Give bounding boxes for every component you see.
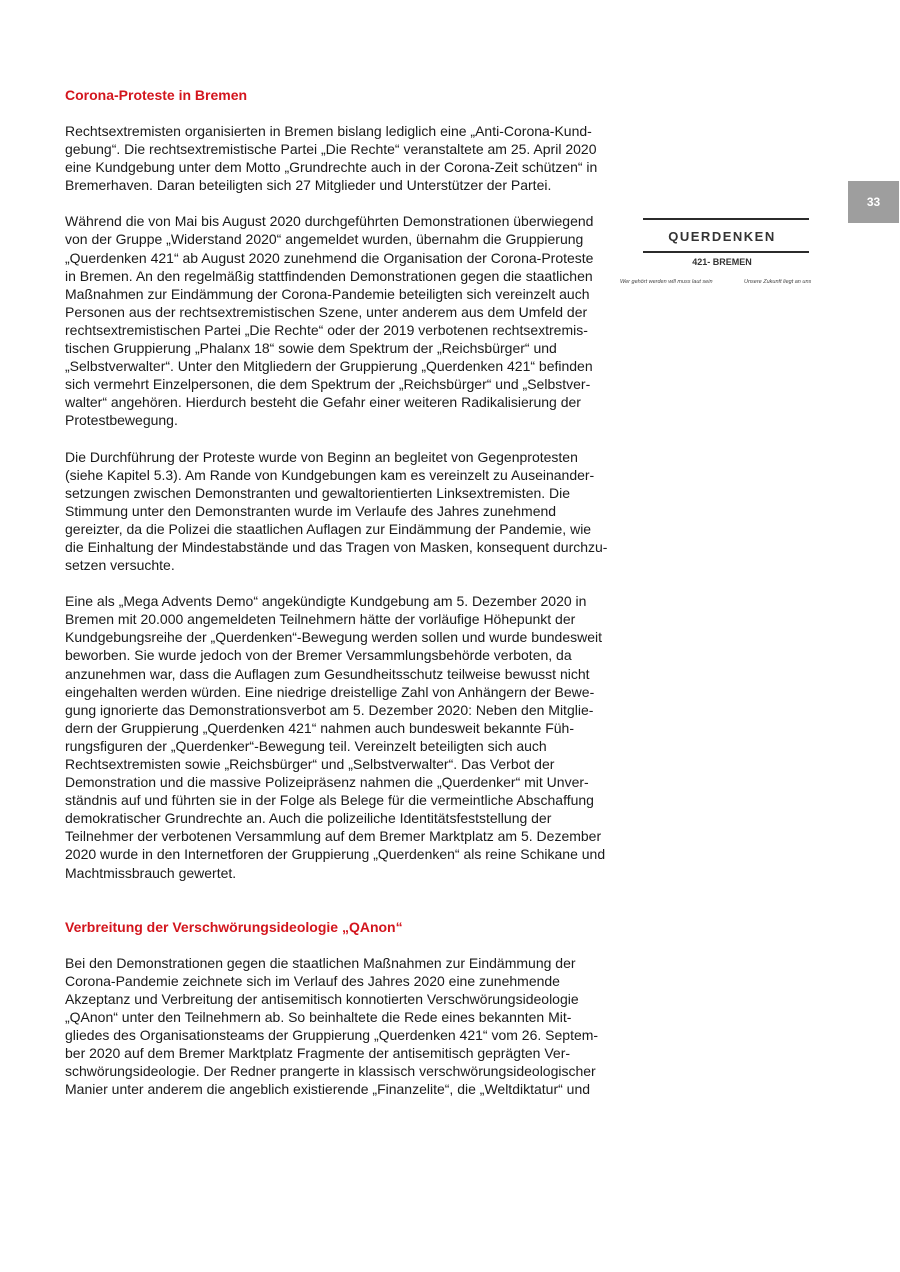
text-line: Machtmissbrauch gewertet. [65,864,237,881]
text-line: Bremerhaven. Daran beteiligten sich 27 Mitglieder und Unterstützer der Partei. [65,177,552,194]
text-line: Protestbewegung. [65,412,178,429]
logo-middle-rule [643,251,809,253]
section-heading-corona-proteste: Corona-Proteste in Bremen [65,87,248,103]
text-line: Eine als „Mega Advents Demo“ angekündigte Kundgebung am 5. Dezember 2020 in [65,593,587,610]
text-line: Während die von Mai bis August 2020 durchgeführten Demonstrationen überwiegend [65,213,594,230]
logo-top-rule [643,218,809,220]
text-line: rungsfiguren der „Querdenker“-Bewegung teil. Vereinzelt beteiligten sich auch [65,737,547,754]
text-line: „Querdenken 421“ ab August 2020 zunehmend die Organisation der Corona-Proteste [65,249,594,266]
text-line: Die Durchführung der Proteste wurde von Beginn an begleitet von Gegenprotesten [65,448,578,465]
text-line: die Einhaltung der Mindestabstände und das Tragen von Masken, konsequent durchzu- [65,538,608,555]
text-line: Akzeptanz und Verbreitung der antisemitisch konnotierten Verschwörungsideologie [65,990,579,1007]
paragraph [65,212,613,429]
text-line: schwörungsideologie. Der Redner prangerte in klassisch verschwörungsideologischer [65,1063,596,1080]
section-heading-qanon: Verbreitung der Verschwörungsideologie „QAnon“ [65,918,403,935]
text-line: 2020 wurde in den Internetforen der Gruppierung „Querdenken“ als reine Schikane und [65,846,606,863]
logo-tagline-right: Unsere Zukunft liegt an uns [744,279,812,285]
paragraph [65,448,613,575]
text-line: Bei den Demonstrationen gegen die staatlichen Maßnahmen zur Eindämmung der [65,954,576,971]
text-line: Maßnahmen zur Eindämmung der Corona-Pandemie beteiligten sich vereinzelt auch [65,285,590,302]
text-line: Stimmung unter den Demonstranten wurde im Verlaufe des Jahres zunehmend [65,502,557,519]
text-line: setzen versuchte. [65,557,175,574]
text-line: „QAnon“ unter den Teilnehmern ab. So beinhaltete die Rede eines bekannten Mit- [65,1008,572,1025]
text-line: dern der Gruppierung „Querdenken 421“ nahmen auch bundesweit bekannte Füh- [65,719,574,736]
logo-sub-text: 421- BREMEN [692,257,752,267]
text-line: Teilnehmer der verbotenen Versammlung auf dem Bremer Marktplatz am 5. Dezember [65,828,602,845]
text-line: in Bremen. An den regelmäßig stattfindenden Demonstrationen gegen die staatlichen [65,267,593,284]
text-line: tischen Gruppierung „Phalanx 18“ sowie dem Spektrum der „Reichsbürger“ und [65,340,557,357]
text-line: ber 2020 auf dem Bremer Marktplatz Fragmente der antisemitisch geprägten Ver- [65,1045,571,1062]
text-line: eine Kundgebung unter dem Motto „Grundrechte auch in der Corona-Zeit schützen“ in [65,159,598,176]
querdenken-logo-image [616,213,828,289]
text-line: Rechtsextremisten organisierten in Bremen bislang lediglich eine „Anti-Corona-Kund- [65,123,592,139]
text-line: Manier unter anderem die angeblich existierende „Finanzelite“, die „Weltdiktatur“ und [65,1081,591,1098]
logo-brand-text: QUERDENKEN [668,229,776,244]
page-number: 33 [848,181,899,223]
text-line: Personen aus der rechtsextremistischen Szene, unter anderem aus dem Umfeld der [65,303,588,320]
text-line: (siehe Kapitel 5.3). Am Rande von Kundgebungen kam es vereinzelt zu Auseinander- [65,466,595,483]
text-line: Bremen mit 20.000 angemeldeten Teilnehmern hätte der vorläufige Höhepunkt der [65,611,576,628]
text-line: beworben. Sie wurde jedoch von der Bremer Versammlungsbehörde verboten, da [65,647,572,664]
text-line: anzunehmen war, dass die Auflagen zum Gesundheitsschutz teilweise bewusst nicht [65,665,590,682]
text-line: ständnis auf und führten sie in der Folge als Belege für die vermeintliche Abschaffung [65,792,594,809]
text-line: gung ignorierte das Demonstrationsverbot am 5. Dezember 2020: Neben den Mitglie- [65,701,594,718]
text-line: sich vermehrt Einzelpersonen, die dem Spektrum der „Reichsbürger“ und „Selbstver- [65,376,591,393]
text-line: demokratischer Grundrechte an. Auch die polizeiliche Identitätsfeststellung der [65,810,552,827]
main-content [65,86,613,1098]
paragraph [65,954,613,1099]
text-line: walter“ angehören. Hierdurch besteht die Gefahr einer weiteren Radikalisierung der [65,394,581,411]
text-line: „Selbstverwalter“. Unter den Mitgliedern der Gruppierung „Querdenken 421“ befinden [65,358,593,375]
paragraph [65,122,613,194]
text-line: Demonstration und die massive Polizeipräsenz nahmen die „Querdenker“ mit Unver- [65,774,589,791]
text-line: gliedes des Organisationsteams der Gruppierung „Querdenken 421“ vom 26. Septem- [65,1027,599,1044]
text-line: setzungen zwischen Demonstranten und gewaltorientierten Linksextremisten. Die [65,484,571,501]
text-line: gereizter, da die Polizei die staatlichen Auflagen zur Eindämmung der Pandemie, wie [65,520,592,537]
paragraph [65,592,613,882]
text-line: Corona-Pandemie zeichnete sich im Verlauf des Jahres 2020 eine zunehmende [65,972,560,989]
text-line: eingehalten werden würden. Eine niedrige dreistellige Zahl von Anhängern der Bewe- [65,683,595,700]
logo-tagline-left: Wer gehört werden will muss laut sein [620,279,713,285]
text-line: Kundgebungsreihe der „Querdenken“-Bewegung werden sollen und wurde bundesweit [65,629,603,646]
text-line: gebung“. Die rechtsextremistische Partei „Die Rechte“ veranstaltete am 25. April 2020 [65,141,597,158]
text-line: von der Gruppe „Widerstand 2020“ angemeldet wurden, übernahm die Gruppierung [65,231,584,248]
text-line: Rechtsextremisten sowie „Reichsbürger“ und „Selbstverwalter“. Das Verbot der [65,756,555,772]
text-line: rechtsextremistischen Partei „Die Rechte“ oder der 2019 verbotenen rechtsextremis- [65,321,588,338]
